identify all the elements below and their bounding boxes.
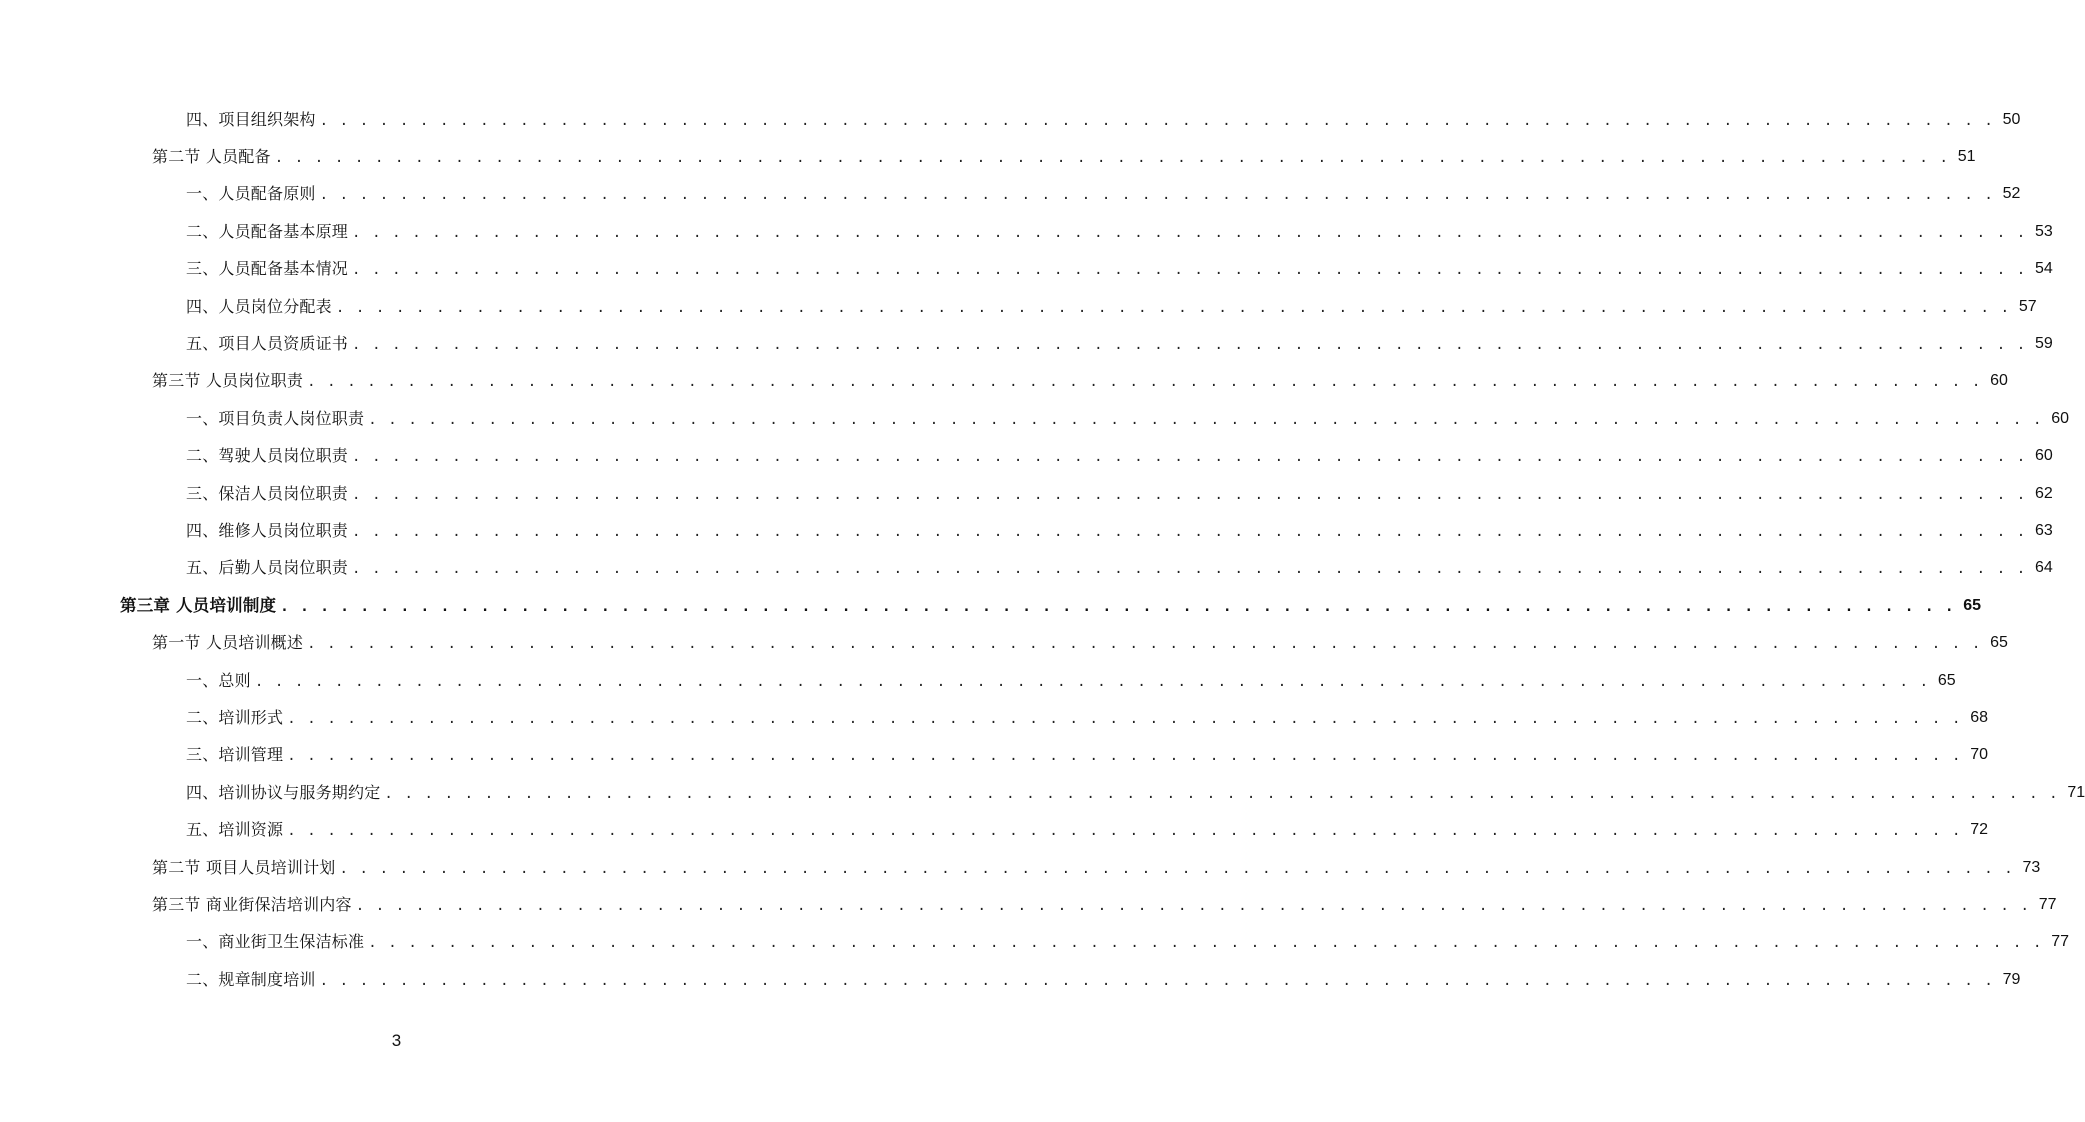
toc-entry-title: 二、培训形式 <box>186 707 284 727</box>
toc-entry-page-number: 59 <box>2035 335 2053 353</box>
toc-dot-leader: . . . . . . . . . . . . . . . . . . . . . . . . . . . . . . . . . . . . . . . . . . . . . . . . . . . . . . . . . . . . . . . . . . . . . . . . . . . . . . . . . . . . <box>352 561 2027 578</box>
toc-subsection-entry[interactable] <box>0 288 2037 325</box>
toc-entry-page-number: 50 <box>2002 110 2021 128</box>
toc-entry-page-number: 77 <box>2051 933 2069 951</box>
toc-subsection-entry[interactable] <box>0 400 2069 437</box>
toc-entry-title: 五、项目人员资质证书 <box>186 334 349 354</box>
toc-entry-page-number: 52 <box>2002 185 2021 203</box>
toc-entry-page-number: 63 <box>2035 521 2053 539</box>
toc-entry-title: 四、维修人员岗位职责 <box>186 520 349 540</box>
toc-section-entry[interactable] <box>0 363 2008 400</box>
toc-dot-leader: . . . . . . . . . . . . . . . . . . . . . . . . . . . . . . . . . . . . . . . . . . . . . . . . . . . . . . . . . . . . . . . . . . . . . . . . . . . . . . . . . . . . <box>307 636 1982 653</box>
toc-dot-leader: . . . . . . . . . . . . . . . . . . . . . . . . . . . . . . . . . . . . . . . . . . . . . . . . . . . . . . . . . . . . . . . . . . . . . . . . . . . . . . . . . . . . <box>368 935 2043 952</box>
toc-entry-title: 五、培训资源 <box>186 820 284 840</box>
toc-dot-leader: . . . . . . . . . . . . . . . . . . . . . . . . . . . . . . . . . . . . . . . . . . . . . . . . . . . . . . . . . . . . . . . . . . . . . . . . . . . . . . . . . . . . <box>319 112 1995 129</box>
toc-entry-page-number: 54 <box>2035 260 2053 278</box>
toc-entry-title: 三、人员配备基本情况 <box>186 259 349 279</box>
toc-entry-title: 一、项目负责人岗位职责 <box>186 408 365 428</box>
toc-entry-title: 一、总则 <box>186 670 251 690</box>
toc-section-entry[interactable] <box>0 624 2008 661</box>
toc-entry-page-number: 60 <box>2051 409 2069 427</box>
toc-entry-title: 二、驾驶人员岗位职责 <box>186 446 349 466</box>
toc-subsection-entry[interactable] <box>0 213 2053 250</box>
toc-subsection-entry[interactable] <box>0 475 2053 512</box>
toc-subsection-entry[interactable] <box>0 961 2021 998</box>
toc-dot-leader: . . . . . . . . . . . . . . . . . . . . . . . . . . . . . . . . . . . . . . . . . . . . . . . . . . . . . . . . . . . . . . . . . . . . . . . . . . . . . . . . . . . . <box>319 972 1995 989</box>
toc-entry-title: 第二节 项目人员培训计划 <box>152 857 336 877</box>
toc-entry-title: 四、人员岗位分配表 <box>186 296 332 316</box>
toc-dot-leader: . . . . . . . . . . . . . . . . . . . . . . . . . . . . . . . . . . . . . . . . . . . . . . . . . . . . . . . . . . . . . . . . . . . . . . . . . . . . . . . . . . . . <box>287 748 1962 765</box>
toc-entry-title: 二、人员配备基本原理 <box>186 221 349 241</box>
toc-section-entry[interactable] <box>0 849 2041 886</box>
toc-entry-page-number: 71 <box>2067 783 2085 801</box>
toc-subsection-entry[interactable] <box>0 512 2053 549</box>
toc-entry-page-number: 65 <box>1990 634 2008 652</box>
toc-dot-leader: . . . . . . . . . . . . . . . . . . . . . . . . . . . . . . . . . . . . . . . . . . . . . . . . . . . . . . . . . . . . . . . . . . . . . . . . . . . . . . . . . . . . <box>352 224 2027 241</box>
toc-section-entry[interactable] <box>0 138 1976 175</box>
toc-dot-leader: . . . . . . . . . . . . . . . . . . . . . . . . . . . . . . . . . . . . . . . . . . . . . . . . . . . . . . . . . . . . . . . . . . . . . . . . . . . . . . . . . . . . <box>352 486 2027 503</box>
toc-dot-leader: . . . . . . . . . . . . . . . . . . . . . . . . . . . . . . . . . . . . . . . . . . . . . . . . . . . . . . . . . . . . . . . . . . . . . . . . . . . . . . . . . . . . <box>254 673 1930 690</box>
toc-entry-title: 四、培训协议与服务期约定 <box>186 782 381 802</box>
toc-entry-title: 一、商业街卫生保洁标准 <box>186 932 365 952</box>
toc-entry-page-number: 51 <box>1957 148 1976 166</box>
toc-entry-page-number: 79 <box>2002 970 2021 988</box>
toc-entry-title: 二、规章制度培训 <box>186 969 316 989</box>
toc-entry-title: 三、保洁人员岗位职责 <box>186 483 349 503</box>
toc-dot-leader: . . . . . . . . . . . . . . . . . . . . . . . . . . . . . . . . . . . . . . . . . . . . . . . . . . . . . . . . . . . . . . . . . . . . . . . . . . . . . . . . . . . . <box>368 411 2043 428</box>
toc-entry-title: 第三节 商业街保洁培训内容 <box>152 894 352 914</box>
toc-entry-page-number: 72 <box>1970 821 1988 839</box>
toc-entry-page-number: 57 <box>2018 297 2037 315</box>
toc-subsection-entry[interactable] <box>0 924 2069 961</box>
toc-dot-leader: . . . . . . . . . . . . . . . . . . . . . . . . . . . . . . . . . . . . . . . . . . . . . . . . . . . . . . . . . . . . . . . . . . . . . . . . . . . . . . . . . . . . <box>384 785 2060 802</box>
toc-entry-title: 五、后勤人员岗位职责 <box>186 558 349 578</box>
table-of-contents <box>0 101 2085 998</box>
toc-subsection-entry[interactable] <box>0 438 2053 475</box>
toc-entry-page-number: 65 <box>1937 671 1956 689</box>
page-number: 3 <box>391 1031 402 1050</box>
toc-dot-leader: . . . . . . . . . . . . . . . . . . . . . . . . . . . . . . . . . . . . . . . . . . . . . . . . . . . . . . . . . . . . . . . . . . . . . . . . . . . . . . . . . . . . <box>352 262 2027 279</box>
toc-subsection-entry[interactable] <box>0 325 2053 362</box>
toc-entry-page-number: 53 <box>2035 222 2053 240</box>
toc-subsection-entry[interactable] <box>0 251 2053 288</box>
toc-entry-page-number: 68 <box>1970 708 1988 726</box>
toc-entry-page-number: 73 <box>2022 858 2041 876</box>
toc-entry-title: 第三节 人员岗位职责 <box>152 371 304 391</box>
toc-entry-page-number: 60 <box>1990 372 2008 390</box>
toc-dot-leader: . . . . . . . . . . . . . . . . . . . . . . . . . . . . . . . . . . . . . . . . . . . . . . . . . . . . . . . . . . . . . . . . . . . . . . . . . . . . . . . . . . . . <box>274 150 1950 167</box>
toc-section-entry[interactable] <box>0 886 2057 923</box>
toc-entry-title: 一、人员配备原则 <box>186 184 316 204</box>
toc-subsection-entry[interactable] <box>0 774 2085 811</box>
toc-subsection-entry[interactable] <box>0 699 1988 736</box>
toc-dot-leader: . . . . . . . . . . . . . . . . . . . . . . . . . . . . . . . . . . . . . . . . . . . . . . . . . . . . . . . . . . . . . . . . . . . . . . . . . . . . . . . . . . . . <box>307 374 1982 391</box>
toc-dot-leader: . . . . . . . . . . . . . . . . . . . . . . . . . . . . . . . . . . . . . . . . . . . . . . . . . . . . . . . . . . . . . . . . . . . . . . . . . . . . . . . . . . . . <box>355 897 2031 914</box>
toc-entry-title: 三、培训管理 <box>186 745 284 765</box>
toc-subsection-entry[interactable] <box>0 550 2053 587</box>
toc-dot-leader: . . . . . . . . . . . . . . . . . . . . . . . . . . . . . . . . . . . . . . . . . . . . . . . . . . . . . . . . . . . . . . . . . . . . . . . . . . . . . . . . . . . . <box>352 337 2027 354</box>
toc-entry-page-number: 60 <box>2035 447 2053 465</box>
toc-dot-leader: . . . . . . . . . . . . . . . . . . . . . . . . . . . . . . . . . . . . . . . . . . . . . . . . . . . . . . . . . . . . . . . . . . . . . . . . . . . . . . . . . . . . <box>352 449 2027 466</box>
toc-dot-leader: . . . . . . . . . . . . . . . . . . . . . . . . . . . . . . . . . . . . . . . . . . . . . . . . . . . . . . . . . . . . . . . . . . . . . . . . . . . . . . . . . . . . <box>319 187 1995 204</box>
toc-entry-title: 第三章 人员培训制度 <box>120 595 277 615</box>
toc-dot-leader: . . . . . . . . . . . . . . . . . . . . . . . . . . . . . . . . . . . . . . . . . . . . . . . . . . . . . . . . . . . . . . . . . . . . . . . . . . . . . . . . . . . . <box>280 598 1956 615</box>
toc-subsection-entry[interactable] <box>0 662 1956 699</box>
toc-dot-leader: . . . . . . . . . . . . . . . . . . . . . . . . . . . . . . . . . . . . . . . . . . . . . . . . . . . . . . . . . . . . . . . . . . . . . . . . . . . . . . . . . . . . <box>335 299 2011 316</box>
toc-entry-title: 四、项目组织架构 <box>186 109 316 129</box>
toc-dot-leader: . . . . . . . . . . . . . . . . . . . . . . . . . . . . . . . . . . . . . . . . . . . . . . . . . . . . . . . . . . . . . . . . . . . . . . . . . . . . . . . . . . . . <box>339 860 2015 877</box>
toc-entry-page-number: 70 <box>1970 746 1988 764</box>
toc-entry-page-number: 65 <box>1963 596 1982 614</box>
toc-subsection-entry[interactable] <box>0 101 2021 138</box>
toc-entry-title: 第一节 人员培训概述 <box>152 633 304 653</box>
toc-entry-page-number: 77 <box>2038 895 2057 913</box>
toc-dot-leader: . . . . . . . . . . . . . . . . . . . . . . . . . . . . . . . . . . . . . . . . . . . . . . . . . . . . . . . . . . . . . . . . . . . . . . . . . . . . . . . . . . . . <box>287 823 1962 840</box>
toc-subsection-entry[interactable] <box>0 737 1988 774</box>
toc-chapter-entry[interactable] <box>0 587 1982 624</box>
toc-entry-page-number: 62 <box>2035 484 2053 502</box>
toc-entry-page-number: 64 <box>2035 559 2053 577</box>
toc-subsection-entry[interactable] <box>0 176 2021 213</box>
toc-dot-leader: . . . . . . . . . . . . . . . . . . . . . . . . . . . . . . . . . . . . . . . . . . . . . . . . . . . . . . . . . . . . . . . . . . . . . . . . . . . . . . . . . . . . <box>287 710 1962 727</box>
toc-entry-title: 第二节 人员配备 <box>152 147 271 167</box>
toc-dot-leader: . . . . . . . . . . . . . . . . . . . . . . . . . . . . . . . . . . . . . . . . . . . . . . . . . . . . . . . . . . . . . . . . . . . . . . . . . . . . . . . . . . . . <box>352 523 2027 540</box>
toc-subsection-entry[interactable] <box>0 811 1988 848</box>
